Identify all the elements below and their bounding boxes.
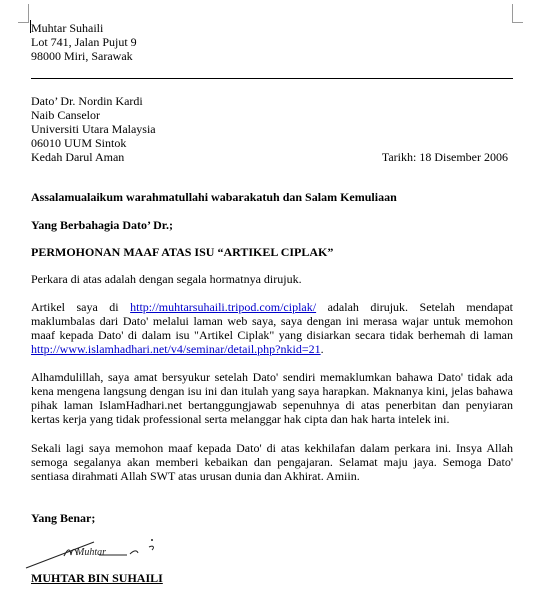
page-corner-mark-left	[18, 4, 29, 23]
recipient-line-5: Kedah Darul Aman	[31, 150, 125, 164]
recipient-line-4: 06010 UUM Sintok	[31, 136, 127, 150]
sender-address-line-2: 98000 Miri, Sarawak	[31, 49, 133, 63]
letter-date: Tarikh: 18 Disember 2006	[381, 150, 508, 164]
recipient-line-2: Naib Canselor	[31, 108, 100, 122]
paragraph-1: Perkara di atas adalah dengan segala hormatnya dirujuk.	[31, 272, 302, 286]
paragraph-3: Alhamdulillah, saya amat bersyukur setelah Dato' sendiri memaklumkan bahawa Dato' tidak ada kena mengena langsung dengan isu ini dan itulah yang saya harapkan. Maknanya kini, jelas bahawa pihak laman IslamHadhari.net bertanggungjawab sepenuhnya di atas penerbitan dan penyiaran kertas kerja yang tidak professional serta melanggar hak cipta dan hak harta intelek ini.	[31, 370, 513, 426]
recipient-date-row	[31, 150, 508, 164]
sender-address-line-1: Lot 741, Jalan Pujut 9	[31, 35, 137, 49]
paragraph-4: Sekali lagi saya memohon maaf kepada Dato' di atas kekhilafan dalam perkara ini. Insya Allah semoga segalanya akan memberi kebaikan dan pengajaran. Selamat maju jaya. Semoga Dato' sentiasa dirahmati Allah SWT atas urusan dunia dan Akhirat. Amiin.	[31, 441, 513, 483]
recipient-address[interactable]	[31, 94, 508, 164]
closing: Yang Benar;	[31, 511, 96, 525]
paragraph-2-text-c: .	[320, 342, 324, 356]
greeting: Assalamualaikum warahmatullahi wabarakatuh dan Salam Kemuliaan	[31, 190, 397, 204]
handwritten-signature	[24, 528, 174, 572]
paragraph-2-text-b: adalah dirujuk. Setelah mendapat maklumbalas dari Dato' melalui laman web saya, saya dengan ini merasa wajar untuk memohon maaf kepada Dato' di dalam isu "Artikel Ciplak" yang disiarkan secara tidak berhemah di laman	[31, 300, 513, 342]
page-corner-mark-right	[512, 4, 523, 23]
sender-name: Muhtar Suhaili	[31, 21, 104, 35]
signature-script: Muhtar	[76, 547, 106, 558]
signatory-name: MUHTAR BIN SUHAILI	[31, 571, 163, 585]
salutation: Yang Berbahagia Dato’ Dr.;	[31, 218, 174, 232]
ciplak-article-link[interactable]: http://muhtarsuhaili.tripod.com/ciplak/	[130, 300, 317, 314]
letter-subject: PERMOHONAN MAAF ATAS ISU “ARTIKEL CIPLAK”	[31, 245, 334, 259]
recipient-line-1: Dato’ Dr. Nordin Kardi	[31, 94, 143, 108]
header-divider	[31, 78, 513, 79]
islamhadhari-seminar-link[interactable]: http://www.islamhadhari.net/v4/seminar/detail.php?nkid=21	[31, 342, 321, 356]
paragraph-2	[31, 300, 513, 356]
recipient-line-3: Universiti Utara Malaysia	[31, 122, 156, 136]
paragraph-2-text-a: Artikel saya di	[31, 300, 131, 314]
sender-address[interactable]	[31, 21, 511, 63]
